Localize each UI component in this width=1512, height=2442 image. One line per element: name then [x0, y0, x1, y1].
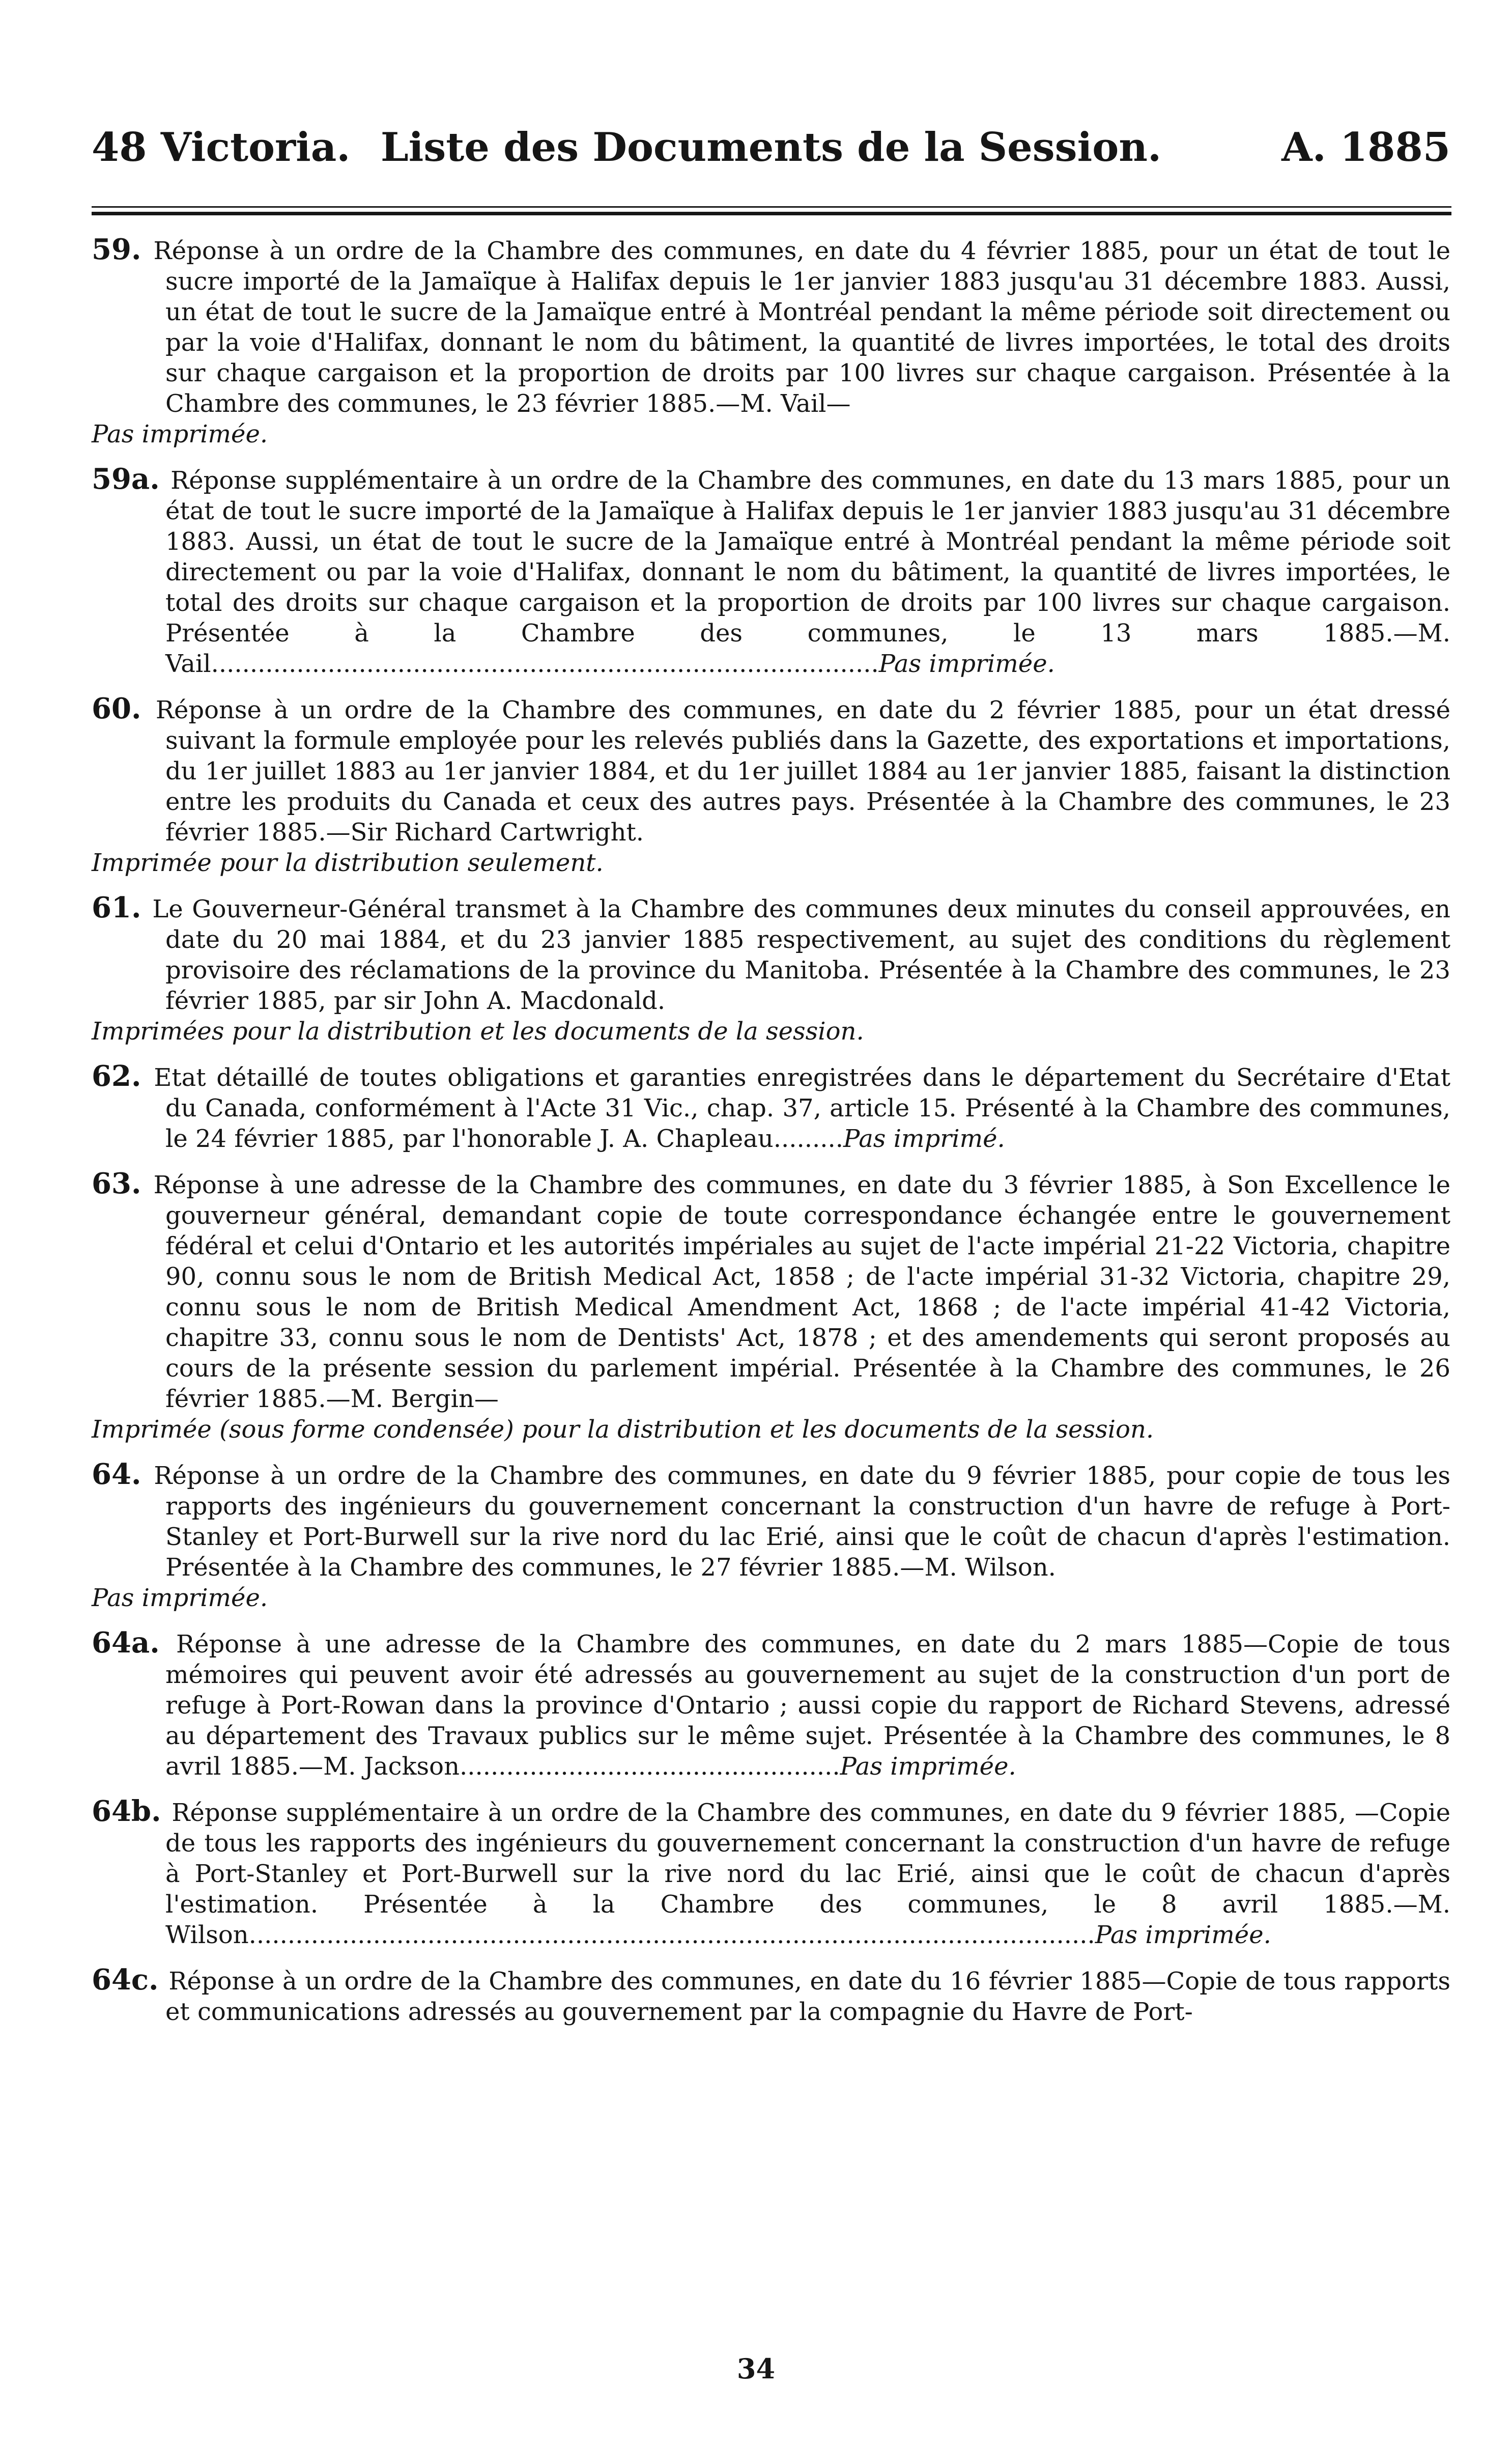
header-volume: 48 Victoria.	[92, 124, 351, 171]
entry-61: 61. Le Gouverneur-Général transmet à la Chambre des communes deux minutes du conseil approuvées, en date du 20 mai 1884, et du 23 janvier 1885 respectivement, au sujet des conditions du règlement provisoire des réclamations de la province du Manitoba. Présentée à la Chambre des communes, le 23 février 1885, par sir John A. Macdonald. Imprimées pour la distribution et les documents de la session.	[92, 891, 1450, 1046]
entry-62: 62. Etat détaillé de toutes obligations et garanties enregistrées dans le département du Secrétaire d'Etat du Canada, conformément à l'Acte 31 Vic., chap. 37, article 15. Présenté à la Chambre des communes, le 24 février 1885, par l'honorable J. A. Chapleau.........Pas imprimé.	[92, 1059, 1450, 1153]
entry-status: Pas imprimée.	[1095, 1921, 1271, 1949]
entry-text: Réponse à un ordre de la Chambre des communes, en date du 9 février 1885, pour copie de tous les rapports des ingénieurs du gouvernement concernant la construction d'un havre de refuge à Port-Stanley et Port-Burwell sur la rive nord du lac Erié, ainsi que le coût de chacun d'après l'estimation. Présentée à la Chambre des communes, le 27 février 1885.—M. Wilson.	[154, 1462, 1450, 1582]
entry-status: Pas imprimée.	[92, 420, 268, 448]
entry-number: 64	[92, 1457, 131, 1491]
entry-59a: 59a. Réponse supplémentaire à un ordre de la Chambre des communes, en date du 13 mars 1885, pour un état de tout le sucre importé de la Jamaïque à Halifax depuis le 1er janvier 1883 jusqu'au 31 décembre 1883. Aussi, un état de tout le sucre de la Jamaïque entré à Montréal pendant la même période soit directement ou par la voie d'Halifax, donnant le nom du bâtiment, la quantité de livres importées, le total des droits sur chaque cargaison et la proportion de droits par 100 livres sur chaque cargaison. Présentée à la Chambre des communes, le 13 mars 1885.—M. Vail......................................................................................Pas imprimée.	[92, 462, 1450, 678]
entry-status: Imprimées pour la distribution et les documents de la session.	[92, 1017, 864, 1046]
entry-63: 63. Réponse à une adresse de la Chambre des communes, en date du 3 février 1885, à Son Excellence le gouverneur général, demandant copie de toute correspondance échangée entre le gouvernement fédéral et celui d'Ontario et les autorités impériales au sujet de l'acte impérial 21-22 Victoria, chapitre 90, connu sous le nom de British Medical Act, 1858 ; de l'acte impérial 31-32 Victoria, chapitre 29, connu sous le nom de British Medical Amendment Act, 1868 ; de l'acte impérial 41-42 Victoria, chapitre 33, connu sous le nom de Dentists' Act, 1878 ; et des amendements qui seront proposés au cours de la présente session du parlement impérial. Présentée à la Chambre des communes, le 26 février 1885.—M. Bergin— Imprimée (sous forme condensée) pour la distribution et les documents de la session.	[92, 1167, 1451, 1444]
header-double-rule	[92, 206, 1451, 215]
entry-text: Réponse à un ordre de la Chambre des communes, en date du 16 février 1885—Copie de tous rapports et communications adressés au gouvernement par la compagnie du Havre de Port-	[165, 1967, 1450, 2026]
entry-text: Réponse à un ordre de la Chambre des communes, en date du 4 février 1885, pour un état de tout le sucre importé de la Jamaïque à Halifax depuis le 1er janvier 1883 jusqu'au 31 décembre 1883. Aussi, un état de tout le sucre de la Jamaïque entré à Montréal pendant la même période soit directement ou par la voie d'Halifax, donnant le nom du bâtiment, la quantité de livres importées, le total des droits sur chaque cargaison et la proportion de droits par 100 livres sur chaque cargaison. Présentée à la Chambre des communes, le 23 février 1885.—M. Vail—	[153, 237, 1451, 418]
entry-64b: 64b. Réponse supplémentaire à un ordre de la Chambre des communes, en date du 9 février 1885, —Copie de tous les rapports des ingénieurs du gouvernement concernant la construction d'un havre de refuge à Port-Stanley et Port-Burwell sur la rive nord du lac Erié, ainsi que le coût de chacun d'après l'estimation. Présentée à la Chambre des communes, le 8 avril 1885.—M. Wilson.............................................................................................................Pas imprimée.	[92, 1794, 1450, 1949]
header-year: A. 1885	[1281, 124, 1450, 171]
entry-number: 59a	[92, 462, 150, 496]
page-number: 34	[736, 2352, 776, 2385]
entry-number: 60	[92, 692, 131, 725]
entry-number: 64c	[92, 1963, 149, 1997]
entry-number: 59	[92, 233, 131, 266]
entry-status: Pas imprimé.	[843, 1125, 1005, 1153]
entry-status: Imprimée (sous forme condensée) pour la distribution et les documents de la session.	[92, 1415, 1154, 1444]
entry-text: Réponse supplémentaire à un ordre de la Chambre des communes, en date du 13 mars 1885, pour un état de tout le sucre importé de la Jamaïque à Halifax depuis le 1er janvier 1883 jusqu'au 31 décembre 1883. Aussi, un état de tout le sucre de la Jamaïque entré à Montréal pendant la même période soit directement ou par la voie d'Halifax, donnant le nom du bâtiment, la quantité de livres importées, le total des droits sur chaque cargaison et la proportion de droits par 100 livres sur chaque cargaison. Présentée à la Chambre des communes, le 13 mars 1885.—M. Vail......................................................................................	[165, 466, 1450, 678]
entry-text: Le Gouverneur-Général transmet à la Chambre des communes deux minutes du conseil approuvées, en date du 20 mai 1884, et du 23 janvier 1885 respectivement, au sujet des conditions du règlement provisoire des réclamations de la province du Manitoba. Présentée à la Chambre des communes, le 23 février 1885, par sir John A. Macdonald.	[152, 895, 1450, 1015]
entry-status: Imprimée pour la distribution seulement.	[92, 849, 604, 877]
entry-64c: 64c. Réponse à un ordre de la Chambre des communes, en date du 16 février 1885—Copie de tous rapports et communications adressés au gouvernement par la compagnie du Havre de Port-	[92, 1963, 1450, 2026]
document-list	[92, 234, 1450, 2041]
entry-number: 64a	[92, 1626, 150, 1660]
entry-number: 63	[92, 1167, 131, 1200]
header-title: Liste des Documents de la Session.	[380, 124, 1162, 171]
entry-status: Pas imprimée.	[840, 1752, 1016, 1781]
entry-status: Pas imprimée.	[878, 650, 1055, 678]
entry-64: 64. Réponse à un ordre de la Chambre des communes, en date du 9 février 1885, pour copie de tous les rapports des ingénieurs du gouvernement concernant la construction d'un havre de refuge à Port-Stanley et Port-Burwell sur la rive nord du lac Erié, ainsi que le coût de chacun d'après l'estimation. Présentée à la Chambre des communes, le 27 février 1885.—M. Wilson. Pas imprimée.	[92, 1457, 1450, 1612]
entry-59: 59. Réponse à un ordre de la Chambre des communes, en date du 4 février 1885, pour un état de tout le sucre importé de la Jamaïque à Halifax depuis le 1er janvier 1883 jusqu'au 31 décembre 1883. Aussi, un état de tout le sucre de la Jamaïque entré à Montréal pendant la même période soit directement ou par la voie d'Halifax, donnant le nom du bâtiment, la quantité de livres importées, le total des droits sur chaque cargaison et la proportion de droits par 100 livres sur chaque cargaison. Présentée à la Chambre des communes, le 23 février 1885.—M. Vail— Pas imprimée.	[92, 233, 1451, 448]
entry-number: 62	[92, 1059, 131, 1093]
running-header	[92, 120, 1450, 176]
entry-text: Réponse supplémentaire à un ordre de la Chambre des communes, en date du 9 février 1885, —Copie de tous les rapports des ingénieurs du gouvernement concernant la construction d'un havre de refuge à Port-Stanley et Port-Burwell sur la rive nord du lac Erié, ainsi que le coût de chacun d'après l'estimation. Présentée à la Chambre des communes, le 8 avril 1885.—M. Wilson.............................................................................................................	[165, 1799, 1450, 1949]
entry-text: Réponse à un ordre de la Chambre des communes, en date du 2 février 1885, pour un état dressé suivant la formule employée pour les relevés publiés dans la Gazette, des exportations et importations, du 1er juillet 1883 au 1er janvier 1884, et du 1er juillet 1884 au 1er janvier 1885, faisant la distinction entre les produits du Canada et ceux des autres pays. Présentée à la Chambre des communes, le 23 février 1885.—Sir Richard Cartwright.	[155, 696, 1450, 847]
entry-60: 60. Réponse à un ordre de la Chambre des communes, en date du 2 février 1885, pour un état dressé suivant la formule employée pour les relevés publiés dans la Gazette, des exportations et importations, du 1er juillet 1883 au 1er janvier 1884, et du 1er juillet 1884 au 1er janvier 1885, faisant la distinction entre les produits du Canada et ceux des autres pays. Présentée à la Chambre des communes, le 23 février 1885.—Sir Richard Cartwright. Imprimée pour la distribution seulement.	[92, 692, 1450, 877]
entry-text: Réponse à une adresse de la Chambre des communes, en date du 3 février 1885, à Son Excellence le gouverneur général, demandant copie de toute correspondance échangée entre le gouvernement fédéral et celui d'Ontario et les autorités impériales au sujet de l'acte impérial 21-22 Victoria, chapitre 90, connu sous le nom de British Medical Act, 1858 ; de l'acte impérial 31-32 Victoria, chapitre 29, connu sous le nom de British Medical Amendment Act, 1868 ; de l'acte impérial 41-42 Victoria, chapitre 33, connu sous le nom de Dentists' Act, 1878 ; et des amendements qui seront proposés au cours de la présente session du parlement impérial. Présentée à la Chambre des communes, le 26 février 1885.—M. Bergin—	[153, 1171, 1451, 1413]
entry-text: Etat détaillé de toutes obligations et garanties enregistrées dans le département du Secrétaire d'Etat du Canada, conformément à l'Acte 31 Vic., chap. 37, article 15. Présenté à la Chambre des communes, le 24 février 1885, par l'honorable J. A. Chapleau.........	[154, 1063, 1450, 1153]
entry-text: Réponse à une adresse de la Chambre des communes, en date du 2 mars 1885—Copie de tous mémoires qui peuvent avoir été adressés au gouvernement au sujet de la construction d'un port de refuge à Port-Rowan dans la province d'Ontario ; aussi copie du rapport de Richard Stevens, adressé au département des Travaux publics sur le même sujet. Présentée à la Chambre des communes, le 8 avril 1885.—M. Jackson.................................................	[165, 1630, 1450, 1781]
entry-number: 61	[92, 891, 131, 924]
entry-64a: 64a. Réponse à une adresse de la Chambre des communes, en date du 2 mars 1885—Copie de tous mémoires qui peuvent avoir été adressés au gouvernement au sujet de la construction d'un port de refuge à Port-Rowan dans la province d'Ontario ; aussi copie du rapport de Richard Stevens, adressé au département des Travaux publics sur le même sujet. Présentée à la Chambre des communes, le 8 avril 1885.—M. Jackson.................................................Pas imprimée.	[92, 1626, 1450, 1781]
entry-number: 64b	[92, 1794, 152, 1828]
entry-status: Pas imprimée.	[92, 1584, 268, 1612]
